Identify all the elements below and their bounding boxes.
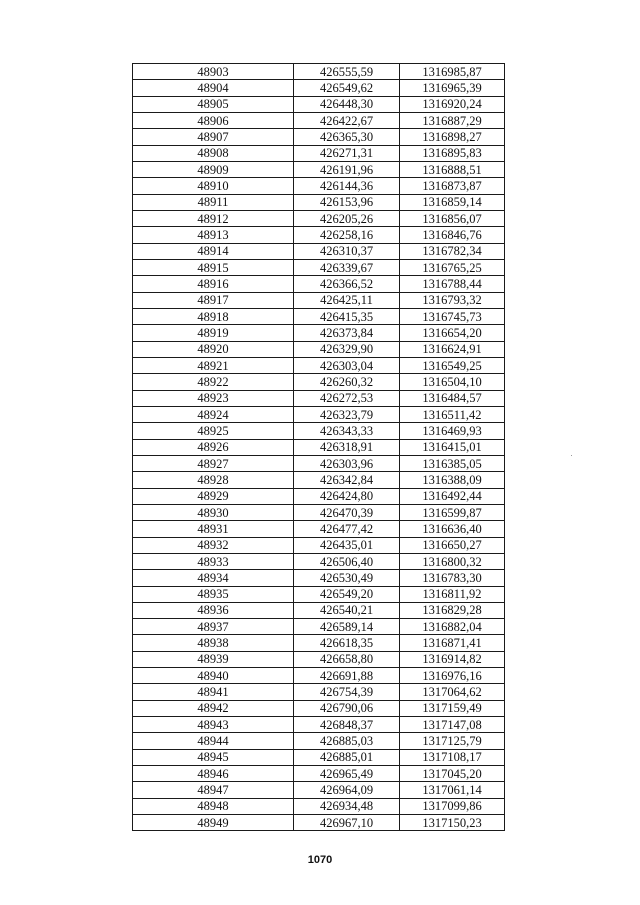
table-row <box>133 96 505 112</box>
table-row <box>133 586 505 602</box>
x-coordinate-cell: 426272,53 <box>294 390 400 406</box>
table-row <box>133 733 505 749</box>
point-number-cell: 48933 <box>133 553 294 569</box>
y-coordinate-cell: 1316871,41 <box>400 635 505 651</box>
point-number-cell: 48921 <box>133 357 294 373</box>
table-row <box>133 112 505 128</box>
table-row <box>133 423 505 439</box>
y-coordinate-cell: 1316783,30 <box>400 570 505 586</box>
y-coordinate-cell: 1316511,42 <box>400 406 505 422</box>
table-row <box>133 210 505 226</box>
y-coordinate-cell: 1316765,25 <box>400 259 505 275</box>
scan-speck <box>571 455 572 456</box>
table-row <box>133 276 505 292</box>
point-number-cell: 48945 <box>133 749 294 765</box>
point-number-cell: 48916 <box>133 276 294 292</box>
y-coordinate-cell: 1316650,27 <box>400 537 505 553</box>
x-coordinate-cell: 426549,20 <box>294 586 400 602</box>
point-number-cell: 48914 <box>133 243 294 259</box>
y-coordinate-cell: 1316484,57 <box>400 390 505 406</box>
x-coordinate-cell: 426258,16 <box>294 227 400 243</box>
y-coordinate-cell: 1317061,14 <box>400 782 505 798</box>
y-coordinate-cell: 1317108,17 <box>400 749 505 765</box>
point-number-cell: 48907 <box>133 129 294 145</box>
point-number-cell: 48918 <box>133 308 294 324</box>
x-coordinate-cell: 426967,10 <box>294 815 400 831</box>
table-row <box>133 651 505 667</box>
point-number-cell: 48932 <box>133 537 294 553</box>
table-row <box>133 521 505 537</box>
y-coordinate-cell: 1316887,29 <box>400 112 505 128</box>
x-coordinate-cell: 426691,88 <box>294 668 400 684</box>
point-number-cell: 48934 <box>133 570 294 586</box>
table-row <box>133 227 505 243</box>
x-coordinate-cell: 426329,90 <box>294 341 400 357</box>
table-row <box>133 243 505 259</box>
table-row <box>133 292 505 308</box>
y-coordinate-cell: 1316976,16 <box>400 668 505 684</box>
point-number-cell: 48942 <box>133 700 294 716</box>
table-row <box>133 798 505 814</box>
point-number-cell: 48941 <box>133 684 294 700</box>
point-number-cell: 48917 <box>133 292 294 308</box>
x-coordinate-cell: 426885,01 <box>294 749 400 765</box>
y-coordinate-cell: 1316856,07 <box>400 210 505 226</box>
y-coordinate-cell: 1316985,87 <box>400 64 505 80</box>
y-coordinate-cell: 1316829,28 <box>400 602 505 618</box>
x-coordinate-cell: 426323,79 <box>294 406 400 422</box>
x-coordinate-cell: 426260,32 <box>294 374 400 390</box>
table-row <box>133 700 505 716</box>
x-coordinate-cell: 426144,36 <box>294 178 400 194</box>
x-coordinate-cell: 426448,30 <box>294 96 400 112</box>
y-coordinate-cell: 1316800,32 <box>400 553 505 569</box>
x-coordinate-cell: 426303,04 <box>294 357 400 373</box>
x-coordinate-cell: 426435,01 <box>294 537 400 553</box>
x-coordinate-cell: 426373,84 <box>294 325 400 341</box>
y-coordinate-cell: 1317150,23 <box>400 815 505 831</box>
y-coordinate-cell: 1317147,08 <box>400 717 505 733</box>
point-number-cell: 48943 <box>133 717 294 733</box>
table-row <box>133 537 505 553</box>
table-row <box>133 504 505 520</box>
x-coordinate-cell: 426555,59 <box>294 64 400 80</box>
x-coordinate-cell: 426885,03 <box>294 733 400 749</box>
y-coordinate-cell: 1316549,25 <box>400 357 505 373</box>
table-row <box>133 570 505 586</box>
y-coordinate-cell: 1316469,93 <box>400 423 505 439</box>
y-coordinate-cell: 1316599,87 <box>400 504 505 520</box>
point-number-cell: 48938 <box>133 635 294 651</box>
table-row <box>133 374 505 390</box>
y-coordinate-cell: 1317159,49 <box>400 700 505 716</box>
point-number-cell: 48931 <box>133 521 294 537</box>
x-coordinate-cell: 426415,35 <box>294 308 400 324</box>
table-row <box>133 766 505 782</box>
table-row <box>133 619 505 635</box>
table-row <box>133 145 505 161</box>
y-coordinate-cell: 1316873,87 <box>400 178 505 194</box>
y-coordinate-cell: 1316654,20 <box>400 325 505 341</box>
point-number-cell: 48935 <box>133 586 294 602</box>
x-coordinate-cell: 426153,96 <box>294 194 400 210</box>
x-coordinate-cell: 426366,52 <box>294 276 400 292</box>
point-number-cell: 48946 <box>133 766 294 782</box>
point-number-cell: 48924 <box>133 406 294 422</box>
table-row <box>133 406 505 422</box>
x-coordinate-cell: 426470,39 <box>294 504 400 520</box>
table-row <box>133 439 505 455</box>
y-coordinate-cell: 1316385,05 <box>400 455 505 471</box>
table-row <box>133 455 505 471</box>
x-coordinate-cell: 426339,67 <box>294 259 400 275</box>
point-number-cell: 48923 <box>133 390 294 406</box>
x-coordinate-cell: 426506,40 <box>294 553 400 569</box>
x-coordinate-cell: 426303,96 <box>294 455 400 471</box>
x-coordinate-cell: 426790,06 <box>294 700 400 716</box>
point-number-cell: 48922 <box>133 374 294 390</box>
table-row <box>133 815 505 831</box>
x-coordinate-cell: 426848,37 <box>294 717 400 733</box>
point-number-cell: 48944 <box>133 733 294 749</box>
y-coordinate-cell: 1316914,82 <box>400 651 505 667</box>
table-row <box>133 782 505 798</box>
x-coordinate-cell: 426540,21 <box>294 602 400 618</box>
point-number-cell: 48911 <box>133 194 294 210</box>
table-row <box>133 357 505 373</box>
point-number-cell: 48906 <box>133 112 294 128</box>
x-coordinate-cell: 426549,62 <box>294 80 400 96</box>
point-number-cell: 48929 <box>133 488 294 504</box>
y-coordinate-cell: 1316636,40 <box>400 521 505 537</box>
y-coordinate-cell: 1316415,01 <box>400 439 505 455</box>
y-coordinate-cell: 1316898,27 <box>400 129 505 145</box>
table-row <box>133 161 505 177</box>
x-coordinate-cell: 426271,31 <box>294 145 400 161</box>
point-number-cell: 48913 <box>133 227 294 243</box>
y-coordinate-cell: 1316920,24 <box>400 96 505 112</box>
point-number-cell: 48926 <box>133 439 294 455</box>
table-row <box>133 129 505 145</box>
point-number-cell: 48904 <box>133 80 294 96</box>
table-row <box>133 308 505 324</box>
y-coordinate-cell: 1317064,62 <box>400 684 505 700</box>
point-number-cell: 48925 <box>133 423 294 439</box>
point-number-cell: 48940 <box>133 668 294 684</box>
table-row <box>133 553 505 569</box>
point-number-cell: 48936 <box>133 602 294 618</box>
table-row <box>133 717 505 733</box>
table-row <box>133 325 505 341</box>
table-row <box>133 259 505 275</box>
y-coordinate-cell: 1316846,76 <box>400 227 505 243</box>
table-row <box>133 80 505 96</box>
point-number-cell: 48909 <box>133 161 294 177</box>
y-coordinate-cell: 1316888,51 <box>400 161 505 177</box>
y-coordinate-cell: 1316745,73 <box>400 308 505 324</box>
point-number-cell: 48930 <box>133 504 294 520</box>
y-coordinate-cell: 1317045,20 <box>400 766 505 782</box>
y-coordinate-cell: 1316882,04 <box>400 619 505 635</box>
point-number-cell: 48928 <box>133 472 294 488</box>
x-coordinate-cell: 426424,80 <box>294 488 400 504</box>
x-coordinate-cell: 426964,09 <box>294 782 400 798</box>
table-row <box>133 194 505 210</box>
x-coordinate-cell: 426318,91 <box>294 439 400 455</box>
table-row <box>133 635 505 651</box>
x-coordinate-cell: 426589,14 <box>294 619 400 635</box>
x-coordinate-cell: 426310,37 <box>294 243 400 259</box>
y-coordinate-cell: 1316965,39 <box>400 80 505 96</box>
table-row <box>133 749 505 765</box>
x-coordinate-cell: 426205,26 <box>294 210 400 226</box>
point-number-cell: 48947 <box>133 782 294 798</box>
x-coordinate-cell: 426934,48 <box>294 798 400 814</box>
table-row <box>133 341 505 357</box>
x-coordinate-cell: 426365,30 <box>294 129 400 145</box>
table-row <box>133 684 505 700</box>
y-coordinate-cell: 1316793,32 <box>400 292 505 308</box>
table-row <box>133 178 505 194</box>
point-number-cell: 48908 <box>133 145 294 161</box>
x-coordinate-cell: 426342,84 <box>294 472 400 488</box>
y-coordinate-cell: 1316788,44 <box>400 276 505 292</box>
y-coordinate-cell: 1317099,86 <box>400 798 505 814</box>
y-coordinate-cell: 1316492,44 <box>400 488 505 504</box>
x-coordinate-cell: 426658,80 <box>294 651 400 667</box>
table-row <box>133 64 505 80</box>
y-coordinate-cell: 1317125,79 <box>400 733 505 749</box>
point-number-cell: 48905 <box>133 96 294 112</box>
point-number-cell: 48912 <box>133 210 294 226</box>
point-number-cell: 48915 <box>133 259 294 275</box>
point-number-cell: 48939 <box>133 651 294 667</box>
table-row <box>133 390 505 406</box>
y-coordinate-cell: 1316811,92 <box>400 586 505 602</box>
point-number-cell: 48937 <box>133 619 294 635</box>
point-number-cell: 48910 <box>133 178 294 194</box>
y-coordinate-cell: 1316504,10 <box>400 374 505 390</box>
y-coordinate-cell: 1316624,91 <box>400 341 505 357</box>
x-coordinate-cell: 426477,42 <box>294 521 400 537</box>
point-number-cell: 48920 <box>133 341 294 357</box>
point-number-cell: 48948 <box>133 798 294 814</box>
coordinates-table-body <box>133 64 505 831</box>
table-row <box>133 602 505 618</box>
table-row <box>133 472 505 488</box>
x-coordinate-cell: 426618,35 <box>294 635 400 651</box>
y-coordinate-cell: 1316388,09 <box>400 472 505 488</box>
point-number-cell: 48927 <box>133 455 294 471</box>
x-coordinate-cell: 426754,39 <box>294 684 400 700</box>
coordinates-table <box>132 63 505 831</box>
x-coordinate-cell: 426343,33 <box>294 423 400 439</box>
point-number-cell: 48903 <box>133 64 294 80</box>
page-number: 1070 <box>307 854 333 866</box>
y-coordinate-cell: 1316782,34 <box>400 243 505 259</box>
table-row <box>133 668 505 684</box>
x-coordinate-cell: 426530,49 <box>294 570 400 586</box>
y-coordinate-cell: 1316895,83 <box>400 145 505 161</box>
x-coordinate-cell: 426425,11 <box>294 292 400 308</box>
x-coordinate-cell: 426422,67 <box>294 112 400 128</box>
table-row <box>133 488 505 504</box>
x-coordinate-cell: 426191,96 <box>294 161 400 177</box>
x-coordinate-cell: 426965,49 <box>294 766 400 782</box>
y-coordinate-cell: 1316859,14 <box>400 194 505 210</box>
point-number-cell: 48919 <box>133 325 294 341</box>
point-number-cell: 48949 <box>133 815 294 831</box>
